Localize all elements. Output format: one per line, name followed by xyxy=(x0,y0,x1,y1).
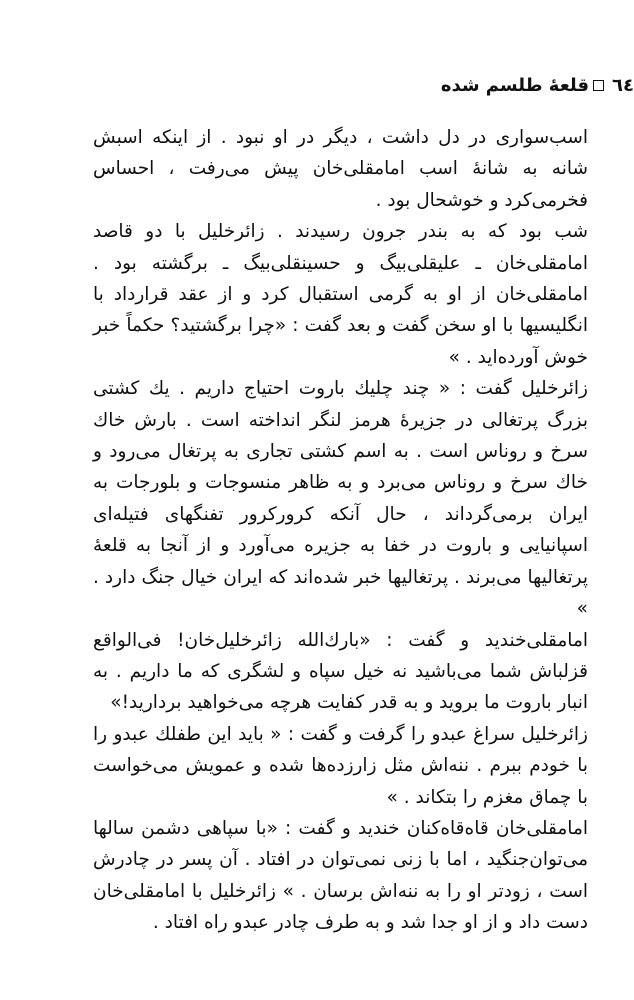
book-title: قلعهٔ طلسم شده xyxy=(440,74,590,96)
page-header xyxy=(94,70,634,100)
paragraph: شب بود که به بندر جرون رسیدند . زائرخلیل با دو قاصد امامقلی‌خان ـ علیقلی‌بیگ و حسینقلی‌بیگ ـ برگشته بود . امامقلی‌خان از او به گرمی استقبال کرد و از عقد قرارداد با انگلیسیها با او سخن گفت و بعد گفت : «چرا برگشتید؟ حکماً خبر خوش آورده‌اید . » xyxy=(93,221,588,368)
paragraph: امامقلی‌خندید و گفت : «بارك‌الله زائرخلیل‌خان! فی‌الواقع قزلباش شما می‌باشید نه خیل سپاه و لشگری که ما داریم . به انبار باروت ما بروید و به قدر کفایت هرچه می‌خواهید بردارید!» xyxy=(93,629,588,714)
paragraph: امامقلی‌خان قاه‌قاه‌کنان خندید و گفت : «با سپاهی دشمن سالها می‌توان‌جنگید ، اما با زنی نمی‌توان در افتاد . آن پسر در چادرش است ، زودتر او را به ننه‌اش برسان . » زائرخلیل با امامقلی‌خان دست داد و از او جدا شد و به طرف چادر عبدو راه افتاد . xyxy=(93,817,588,934)
page-number: ٦٤ xyxy=(612,74,634,96)
paragraph: اسب‌سواری در دل داشت ، دیگر در او نبود . از اینکه اسبش شانه به شانهٔ اسب امامقلی‌خان پیش می‌رفت ، احساس فخرمی‌کرد و خوشحال بود . xyxy=(93,127,588,211)
header-separator-square xyxy=(593,80,604,91)
body-text xyxy=(93,122,588,939)
paragraph: زائرخلیل گفت : « چند چلیك باروت احتیاج داریم . یك کشتی بزرگ پرتغالی در جزیرهٔ هرمز لنگر انداخته است . بارش خاك سرخ و روناس است . به اسم کشتی تجاری به پرتغال می‌رود و خاك سرخ و روناس می‌برد و به ظاهر منسوجات و بلورجات به ایران برمی‌گرداند ، حال آنکه کرورکرور تفنگهای فتیله‌ای اسپانیایی و باروت در خفا به جزیره می‌آورد و از آنجا به قلعهٔ پرتغالیها می‌برند . پرتغالیها خبر شده‌اند که ایران خیال جنگ دارد . » xyxy=(93,378,588,620)
paragraph: زائرخلیل سراغ عبدو را گرفت و گفت : « باید این طفلك عبدو را با خودم ببرم . ننه‌اش مثل زارزده‌ها شده و عمویش می‌خواست با چماق مغزم را بتکاند . » xyxy=(93,723,588,808)
